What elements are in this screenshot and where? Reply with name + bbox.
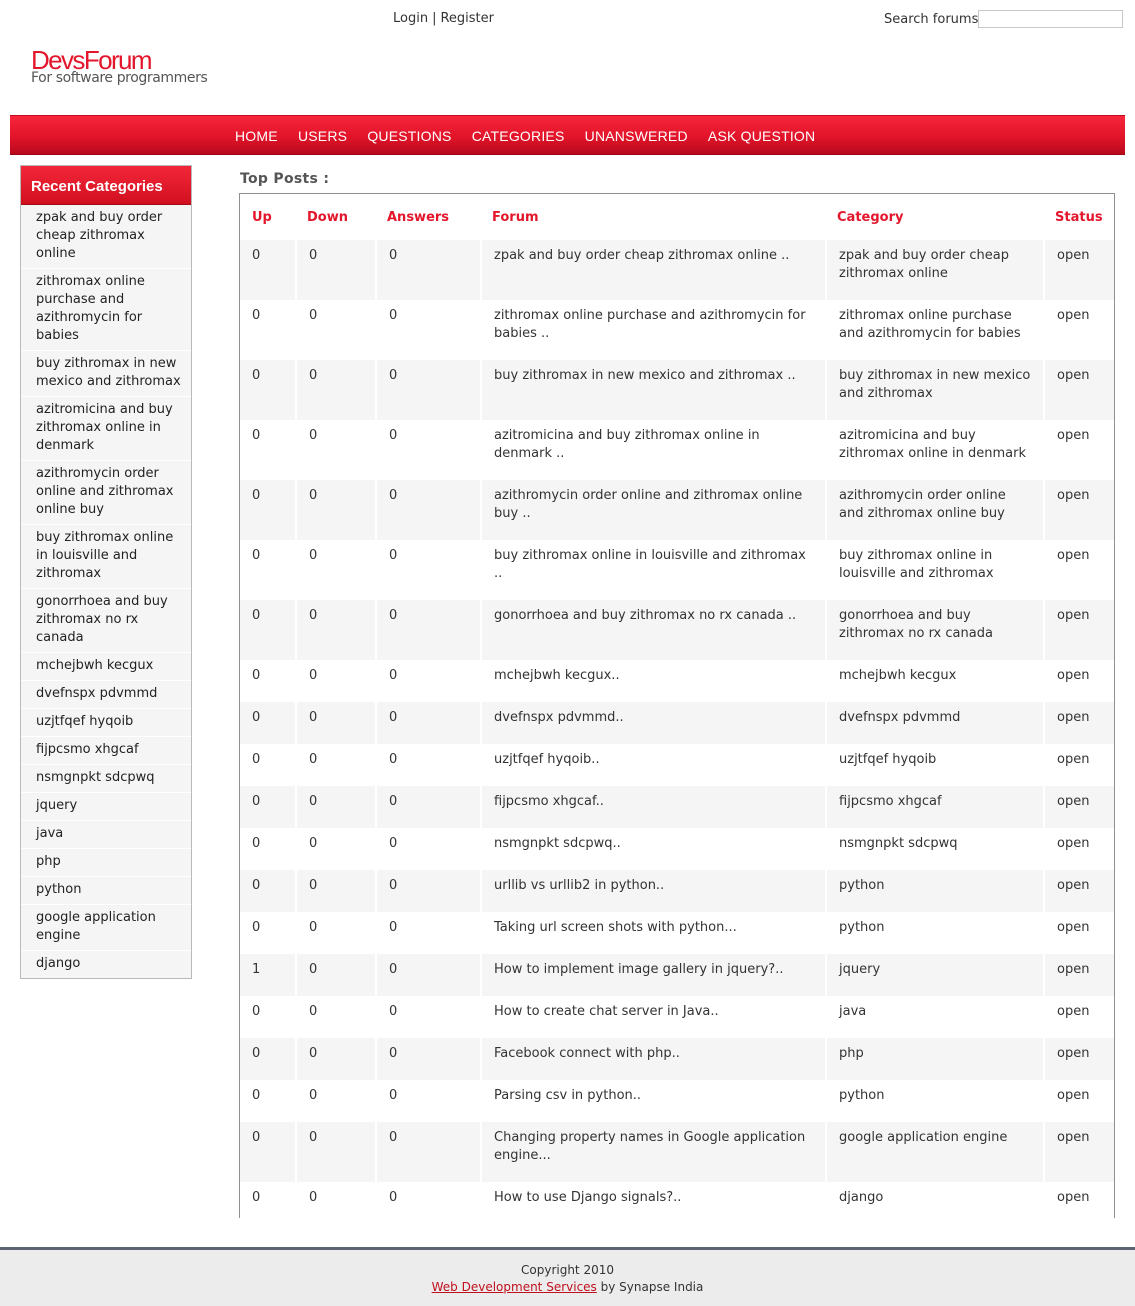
category-item[interactable]: mchejbwh kecgux [21,653,191,681]
footer-credit-suffix: by Synapse India [600,1280,704,1294]
cell-up: 0 [240,1182,295,1228]
cell-down: 0 [295,996,375,1038]
cell-up: 0 [240,240,295,300]
auth-links [393,11,494,26]
table-row [240,912,1114,954]
table-row [240,1038,1114,1080]
cell-status: open [1043,540,1114,600]
table-row [240,480,1114,540]
col-up: Up [252,209,272,225]
footer-copyright: Copyright 2010 [521,1263,614,1277]
col-answers: Answers [387,209,450,225]
cell-up: 0 [240,600,295,660]
cell-down: 0 [295,480,375,540]
table-row [240,1182,1114,1228]
cell-answers: 0 [375,480,480,540]
cell-answers: 0 [375,1038,480,1080]
cell-category[interactable]: uzjtfqef hyqoib [825,744,1043,786]
nav-users[interactable]: USERS [297,128,348,144]
cell-status: open [1043,996,1114,1038]
category-item[interactable]: django [21,951,191,978]
cell-status: open [1043,786,1114,828]
nav-unanswered[interactable]: UNANSWERED [584,128,688,144]
table-row [240,828,1114,870]
category-item[interactable]: google application engine [21,905,191,951]
category-item[interactable]: azithromycin order online and zithromax online buy [21,461,191,525]
recent-categories-panel [20,165,192,979]
nav-questions[interactable]: QUESTIONS [367,128,452,144]
category-item[interactable]: python [21,877,191,905]
cell-down: 0 [295,360,375,420]
site-title: DevsForum [31,45,151,75]
cell-forum[interactable]: zpak and buy order cheap zithromax online .. [480,240,825,300]
cell-status: open [1043,1122,1114,1182]
cell-category[interactable]: mchejbwh kecgux [825,660,1043,702]
cell-answers: 0 [375,1182,480,1228]
cell-status: open [1043,660,1114,702]
main-nav [10,115,1125,155]
cell-up: 0 [240,360,295,420]
cell-answers: 0 [375,828,480,870]
cell-answers: 0 [375,744,480,786]
cell-up: 0 [240,300,295,360]
category-item[interactable]: dvefnspx pdvmmd [21,681,191,709]
cell-forum[interactable]: azithromycin order online and zithromax online buy .. [480,480,825,540]
table-row [240,954,1114,996]
cell-status: open [1043,300,1114,360]
category-item[interactable]: java [21,821,191,849]
table-header-row [240,194,1114,240]
cell-up: 0 [240,912,295,954]
cell-category[interactable]: java [825,996,1043,1038]
cell-down: 0 [295,420,375,480]
cell-status: open [1043,1182,1114,1228]
cell-status: open [1043,1038,1114,1080]
site-tagline: For software programmers [31,70,208,86]
cell-forum[interactable]: azitromicina and buy zithromax online in denmark .. [480,420,825,480]
search-input[interactable] [978,10,1123,28]
cell-forum[interactable]: Parsing csv in python.. [480,1080,825,1122]
cell-answers: 0 [375,600,480,660]
cell-up: 0 [240,744,295,786]
cell-up: 0 [240,1080,295,1122]
cell-answers: 0 [375,1122,480,1182]
cell-up: 0 [240,870,295,912]
cell-category[interactable]: python [825,1080,1043,1122]
cell-up: 1 [240,954,295,996]
cell-down: 0 [295,1038,375,1080]
cell-answers: 0 [375,300,480,360]
table-row [240,786,1114,828]
cell-answers: 0 [375,954,480,996]
cell-answers: 0 [375,240,480,300]
cell-up: 0 [240,1038,295,1080]
category-item[interactable]: buy zithromax in new mexico and zithromax [21,351,191,397]
cell-status: open [1043,828,1114,870]
cell-up: 0 [240,996,295,1038]
cell-forum[interactable]: How to create chat server in Java.. [480,996,825,1038]
cell-category[interactable]: gonorrhoea and buy zithromax no rx canada [825,600,1043,660]
table-row [240,240,1114,300]
footer [0,1247,1135,1306]
cell-answers: 0 [375,912,480,954]
cell-status: open [1043,240,1114,300]
category-item[interactable]: php [21,849,191,877]
cell-status: open [1043,954,1114,996]
cell-category[interactable]: jquery [825,954,1043,996]
cell-forum[interactable]: dvefnspx pdvmmd.. [480,702,825,744]
site-logo[interactable] [31,46,207,86]
cell-status: open [1043,1080,1114,1122]
table-row [240,660,1114,702]
cell-down: 0 [295,828,375,870]
register-link[interactable]: Register [440,11,494,26]
auth-separator: | [432,11,437,26]
cell-forum[interactable]: Taking url screen shots with python... [480,912,825,954]
cell-down: 0 [295,870,375,912]
cell-up: 0 [240,660,295,702]
top-bar [0,0,1135,40]
cell-status: open [1043,702,1114,744]
cell-category[interactable]: zithromax online purchase and azithromycin for babies [825,300,1043,360]
cell-down: 0 [295,1080,375,1122]
category-item[interactable]: nsmgnpkt sdcpwq [21,765,191,793]
cell-down: 0 [295,240,375,300]
cell-down: 0 [295,954,375,996]
category-item[interactable]: gonorrhoea and buy zithromax no rx canada [21,589,191,653]
table-row [240,300,1114,360]
cell-category[interactable]: azithromycin order online and zithromax online buy [825,480,1043,540]
cell-category[interactable]: zpak and buy order cheap zithromax online [825,240,1043,300]
login-link[interactable]: Login [393,11,429,26]
cell-answers: 0 [375,660,480,702]
cell-category[interactable]: python [825,912,1043,954]
col-down: Down [307,209,348,225]
nav-home[interactable]: HOME [235,128,278,144]
table-row [240,360,1114,420]
cell-status: open [1043,480,1114,540]
cell-status: open [1043,870,1114,912]
cell-down: 0 [295,660,375,702]
cell-forum[interactable]: How to use Django signals?.. [480,1182,825,1228]
top-posts-panel [239,193,1115,1218]
cell-category[interactable]: dvefnspx pdvmmd [825,702,1043,744]
cell-down: 0 [295,600,375,660]
category-item[interactable]: jquery [21,793,191,821]
search-label: Search forums [884,12,979,27]
table-row [240,870,1114,912]
cell-category[interactable]: fijpcsmo xhgcaf [825,786,1043,828]
footer-credit [0,1280,1135,1294]
cell-forum[interactable]: Changing property names in Google application engine... [480,1122,825,1182]
cell-forum[interactable]: How to implement image gallery in jquery?.. [480,954,825,996]
cell-status: open [1043,420,1114,480]
nav-categories[interactable]: CATEGORIES [471,128,565,144]
nav-ask-question[interactable]: ASK QUESTION [707,128,816,144]
category-item[interactable]: uzjtfqef hyqoib [21,709,191,737]
cell-up: 0 [240,702,295,744]
cell-up: 0 [240,420,295,480]
category-item[interactable]: buy zithromax online in louisville and zithromax [21,525,191,589]
category-item[interactable]: zpak and buy order cheap zithromax online [21,205,191,269]
cell-forum[interactable]: nsmgnpkt sdcpwq.. [480,828,825,870]
category-item[interactable]: azitromicina and buy zithromax online in denmark [21,397,191,461]
cell-category[interactable]: azitromicina and buy zithromax online in denmark [825,420,1043,480]
cell-up: 0 [240,1122,295,1182]
cell-forum[interactable]: Facebook connect with php.. [480,1038,825,1080]
cell-down: 0 [295,540,375,600]
cell-down: 0 [295,786,375,828]
cell-down: 0 [295,702,375,744]
col-category: Category [837,209,904,225]
cell-forum[interactable]: buy zithromax online in louisville and zithromax .. [480,540,825,600]
cell-forum[interactable]: mchejbwh kecgux.. [480,660,825,702]
cell-down: 0 [295,300,375,360]
top-posts-table [240,194,1114,1228]
table-row [240,420,1114,480]
cell-category[interactable]: python [825,870,1043,912]
col-status: Status [1055,209,1103,225]
cell-answers: 0 [375,420,480,480]
cell-down: 0 [295,912,375,954]
cell-answers: 0 [375,870,480,912]
cell-forum[interactable]: fijpcsmo xhgcaf.. [480,786,825,828]
cell-answers: 0 [375,540,480,600]
table-row [240,702,1114,744]
cell-answers: 0 [375,786,480,828]
cell-up: 0 [240,828,295,870]
cell-category[interactable]: nsmgnpkt sdcpwq [825,828,1043,870]
cell-status: open [1043,600,1114,660]
cell-down: 0 [295,1182,375,1228]
cell-down: 0 [295,1122,375,1182]
table-row [240,1122,1114,1182]
cell-down: 0 [295,744,375,786]
category-list [21,205,191,978]
cell-up: 0 [240,786,295,828]
table-row [240,600,1114,660]
table-row [240,1080,1114,1122]
cell-answers: 0 [375,996,480,1038]
cell-category[interactable]: google application engine [825,1122,1043,1182]
top-posts-rows [240,240,1114,1228]
web-development-link[interactable]: Web Development Services [431,1280,597,1294]
cell-category[interactable]: django [825,1182,1043,1228]
cell-category[interactable]: php [825,1038,1043,1080]
cell-answers: 0 [375,1080,480,1122]
cell-forum[interactable]: uzjtfqef hyqoib.. [480,744,825,786]
table-row [240,540,1114,600]
cell-category[interactable]: buy zithromax online in louisville and zithromax [825,540,1043,600]
cell-up: 0 [240,480,295,540]
cell-up: 0 [240,540,295,600]
cell-forum[interactable]: buy zithromax in new mexico and zithromax .. [480,360,825,420]
cell-forum[interactable]: zithromax online purchase and azithromycin for babies .. [480,300,825,360]
cell-status: open [1043,912,1114,954]
category-item[interactable]: zithromax online purchase and azithromycin for babies [21,269,191,351]
cell-answers: 0 [375,702,480,744]
cell-forum[interactable]: urllib vs urllib2 in python.. [480,870,825,912]
recent-categories-heading: Recent Categories [21,166,191,205]
top-posts-title: Top Posts : [240,171,330,187]
table-row [240,996,1114,1038]
cell-forum[interactable]: gonorrhoea and buy zithromax no rx canada .. [480,600,825,660]
cell-category[interactable]: buy zithromax in new mexico and zithromax [825,360,1043,420]
col-forum: Forum [492,209,539,225]
cell-status: open [1043,360,1114,420]
cell-answers: 0 [375,360,480,420]
table-row [240,744,1114,786]
category-item[interactable]: fijpcsmo xhgcaf [21,737,191,765]
cell-status: open [1043,744,1114,786]
